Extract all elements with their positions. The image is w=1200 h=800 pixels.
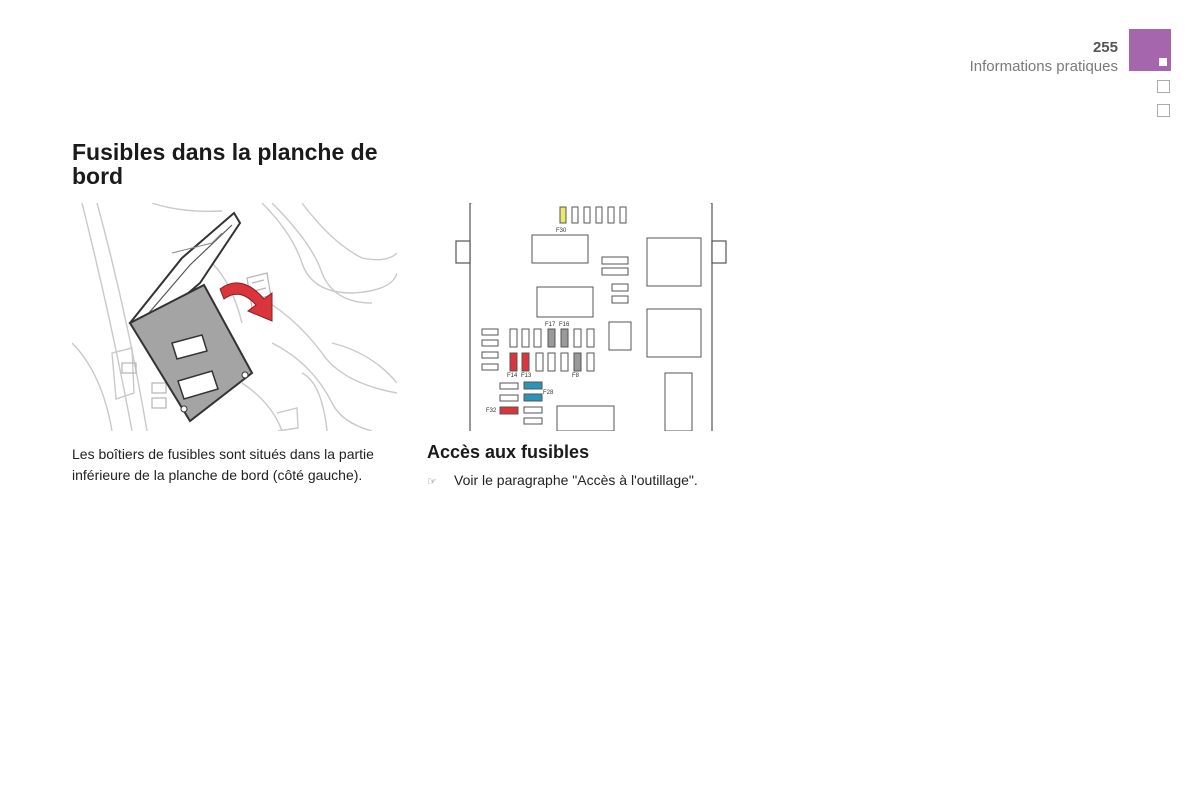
access-heading: Accès aux fusibles bbox=[427, 442, 590, 462]
bullet-item bbox=[427, 472, 698, 488]
page-title: Fusibles dans la planche de bord bbox=[72, 139, 378, 189]
fuse-label-f8: F8 bbox=[572, 373, 580, 379]
chapter-tab-box bbox=[1157, 104, 1170, 117]
pointing-hand-icon: ☞ bbox=[427, 476, 437, 488]
dashboard-illustration bbox=[72, 203, 397, 431]
fuse-label-f32: F32 bbox=[486, 408, 497, 414]
fuse-label-f17: F17 bbox=[545, 322, 556, 328]
fuse-label-f14: F14 bbox=[507, 373, 518, 379]
section-name: Informations pratiques bbox=[969, 58, 1118, 75]
body-text: Les boîtiers de fusibles sont situés dans la partie inférieure de la planche de bord (côté gauche). bbox=[72, 446, 374, 483]
chapter-tab-box bbox=[1157, 80, 1170, 93]
chapter-tab-marker bbox=[1159, 58, 1167, 66]
fuse-box-diagram bbox=[450, 203, 735, 431]
fuse-label-f28: F28 bbox=[543, 390, 554, 396]
fuse-label-f13: F13 bbox=[521, 373, 532, 379]
fuse-label-f30: F30 bbox=[556, 228, 567, 234]
page-number: 255 bbox=[1092, 39, 1118, 56]
fuse-label-f16: F16 bbox=[559, 322, 570, 328]
bullet-text: Voir le paragraphe "Accès à l'outillage". bbox=[454, 472, 698, 488]
